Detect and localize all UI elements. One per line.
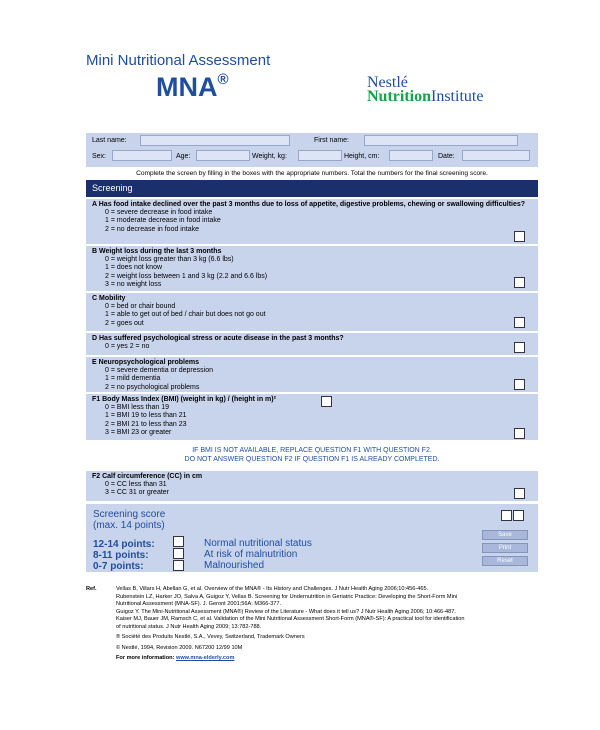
first-name-field[interactable] [364,135,518,146]
score-desc: At risk of malnutrition [204,549,298,560]
question-text: A Has food intake declined over the past 3 months due to loss of appetite, digestive problems, chewing or swallowing difficulties? [92,201,526,208]
nestle-logo-top: Nestlé [367,74,408,91]
option: 0 = BMI less than 19 [105,404,170,412]
ref-line: ® Société des Produits Nestlé, S.A., Vevey, Switzerland, Trademark Owners [116,634,305,640]
option: 2 = BMI 21 to less than 23 [105,420,187,428]
score-desc: Normal nutritional status [204,538,312,549]
first-name-label: First name: [314,137,350,144]
ref-line: Guigoz Y. The Mini-Nutritional Assessment (MNA®) Review of the Literature - What does it tell us? J Nutr Health Aging 2006; 10:466-487. [116,608,456,615]
option: 0 = severe dementia or depression [105,367,213,375]
option: 3 = BMI 23 or greater [105,428,172,436]
last-name-field[interactable] [140,135,290,146]
date-label: Date: [438,153,455,160]
question-c [86,293,538,331]
answer-box-f1[interactable] [514,428,525,439]
answer-box-f2[interactable] [514,488,525,499]
option: 0 = weight loss greater than 3 kg (6.6 lbs) [105,256,234,264]
sex-field[interactable] [112,150,172,161]
question-text: B Weight loss during the last 3 months [92,248,222,255]
score-range: 0-7 points: [93,561,144,572]
checkbox-malnourished[interactable] [173,560,184,571]
warning-line: IF BMI IS NOT AVAILABLE, REPLACE QUESTION F1 WITH QUESTION F2. [192,447,432,454]
ref-line: © Nestlé, 1994, Revision 2009. N67200 12/99 10M [116,644,243,651]
warning-line: DO NOT ANSWER QUESTION F2 IF QUESTION F1 IS ALREADY COMPLETED. [184,455,440,463]
question-text: E Neuropsychological problems [92,359,199,366]
question-text: F2 Calf circumference (CC) in cm [92,473,203,480]
bmi-warning [86,447,538,464]
answer-box-d[interactable] [514,342,525,353]
option: 1 = does not know [105,264,163,272]
question-text: F1 Body Mass Index (BMI) (weight in kg) / (height in m)² [92,396,276,403]
answer-box-e[interactable] [514,379,525,390]
date-field[interactable] [462,150,530,161]
option: 0 = severe decrease in food intake [105,209,213,217]
form-subtitle: Mini Nutritional Assessment [86,52,271,69]
checkbox-normal[interactable] [173,536,184,547]
reset-button[interactable]: Reset [482,556,528,566]
weight-field[interactable] [298,150,342,161]
ref-line: Vellas B, Villars H, Abellan G, et al. Overview of the MNA® - Its History and Challenges. J Nutr Health Aging 2006;10:456-465. [116,586,429,592]
score-title: Screening score (max. 14 points) [93,509,166,531]
screening-score-panel [86,504,538,572]
save-button[interactable]: Save [482,530,528,540]
option: 1 = moderate decrease in food intake [105,217,221,225]
height-field[interactable] [389,150,433,161]
ref-line: of nutritional status. J Nutr Health Aging 2009; 13:782-788. [116,623,262,630]
ref-line: Kaiser MJ, Bauer JM, Ramsch C, et al. Validation of the Mini Nutritional Assessment Short-Form (MNA®-SF): A practical tool for identification [116,616,465,622]
option: 0 = yes 2 = no [105,343,150,351]
question-e [86,357,538,392]
question-text: C Mobility [92,295,126,302]
form-title: MNA® [156,71,229,102]
ref-line: Rubenstein LZ, Harker JO, Salva A, Guigoz Y, Vellas B. Screening for Undernutrition in Geriatric Practice: Developing the Short-Form Mini [116,593,458,600]
question-b [86,246,538,291]
height-label: Height, cm: [344,153,380,160]
checkbox-at-risk[interactable] [173,548,184,559]
question-f2 [86,471,538,501]
score-range: 12-14 points: [93,539,155,550]
bmi-input-box[interactable] [321,396,332,407]
option: 3 = no weight loss [105,280,162,288]
weight-label: Weight, kg: [252,153,287,160]
refs-label: Ref. [86,586,97,592]
option: 3 = CC 31 or greater [105,489,170,497]
score-box-1[interactable] [501,510,512,521]
option: 1 = BMI 19 to less than 21 [105,412,187,420]
last-name-label: Last name: [92,137,127,144]
option: 0 = bed or chair bound [105,303,176,311]
answer-box-b[interactable] [514,277,525,288]
more-info: For more information: www.mna-elderly.com [116,655,235,661]
refs-body [116,586,544,663]
answer-box-a[interactable] [514,231,525,242]
age-field[interactable] [196,150,250,161]
option: 1 = able to get out of bed / chair but does not go out [105,311,266,319]
score-desc: Malnourished [204,560,265,571]
option: 1 = mild dementia [105,375,161,383]
question-d [86,333,538,355]
patient-id-box [86,133,538,167]
print-button[interactable]: Print [482,543,528,553]
option: 2 = goes out [105,319,144,327]
question-text: D Has suffered psychological stress or acute disease in the past 3 months? [92,335,344,342]
question-a [86,199,538,244]
screening-header: Screening [86,180,538,197]
ref-line: Nutritional Assessment (MNA-SF). J. Geront 2001;56A: M366-377. [116,601,282,607]
sex-label: Sex: [92,153,107,160]
age-label: Age: [176,153,191,160]
option: 2 = weight loss between 1 and 3 kg (2.2 and 6.6 lbs) [105,272,268,280]
score-range: 8-11 points: [93,550,149,561]
question-f1 [86,394,538,440]
option: 2 = no psychological problems [105,383,200,391]
instructions: Complete the screen by filling in the boxes with the appropriate numbers. Total the numbers for the final screening score. [136,170,488,177]
mna-website-link[interactable]: www.mna-elderly.com [175,655,235,661]
option: 2 = no decrease in food intake [105,225,199,233]
nestle-logo-bottom: NutritionInstitute [367,88,484,105]
option: 0 = CC less than 31 [105,481,167,489]
score-box-2[interactable] [513,510,524,521]
answer-box-c[interactable] [514,317,525,328]
